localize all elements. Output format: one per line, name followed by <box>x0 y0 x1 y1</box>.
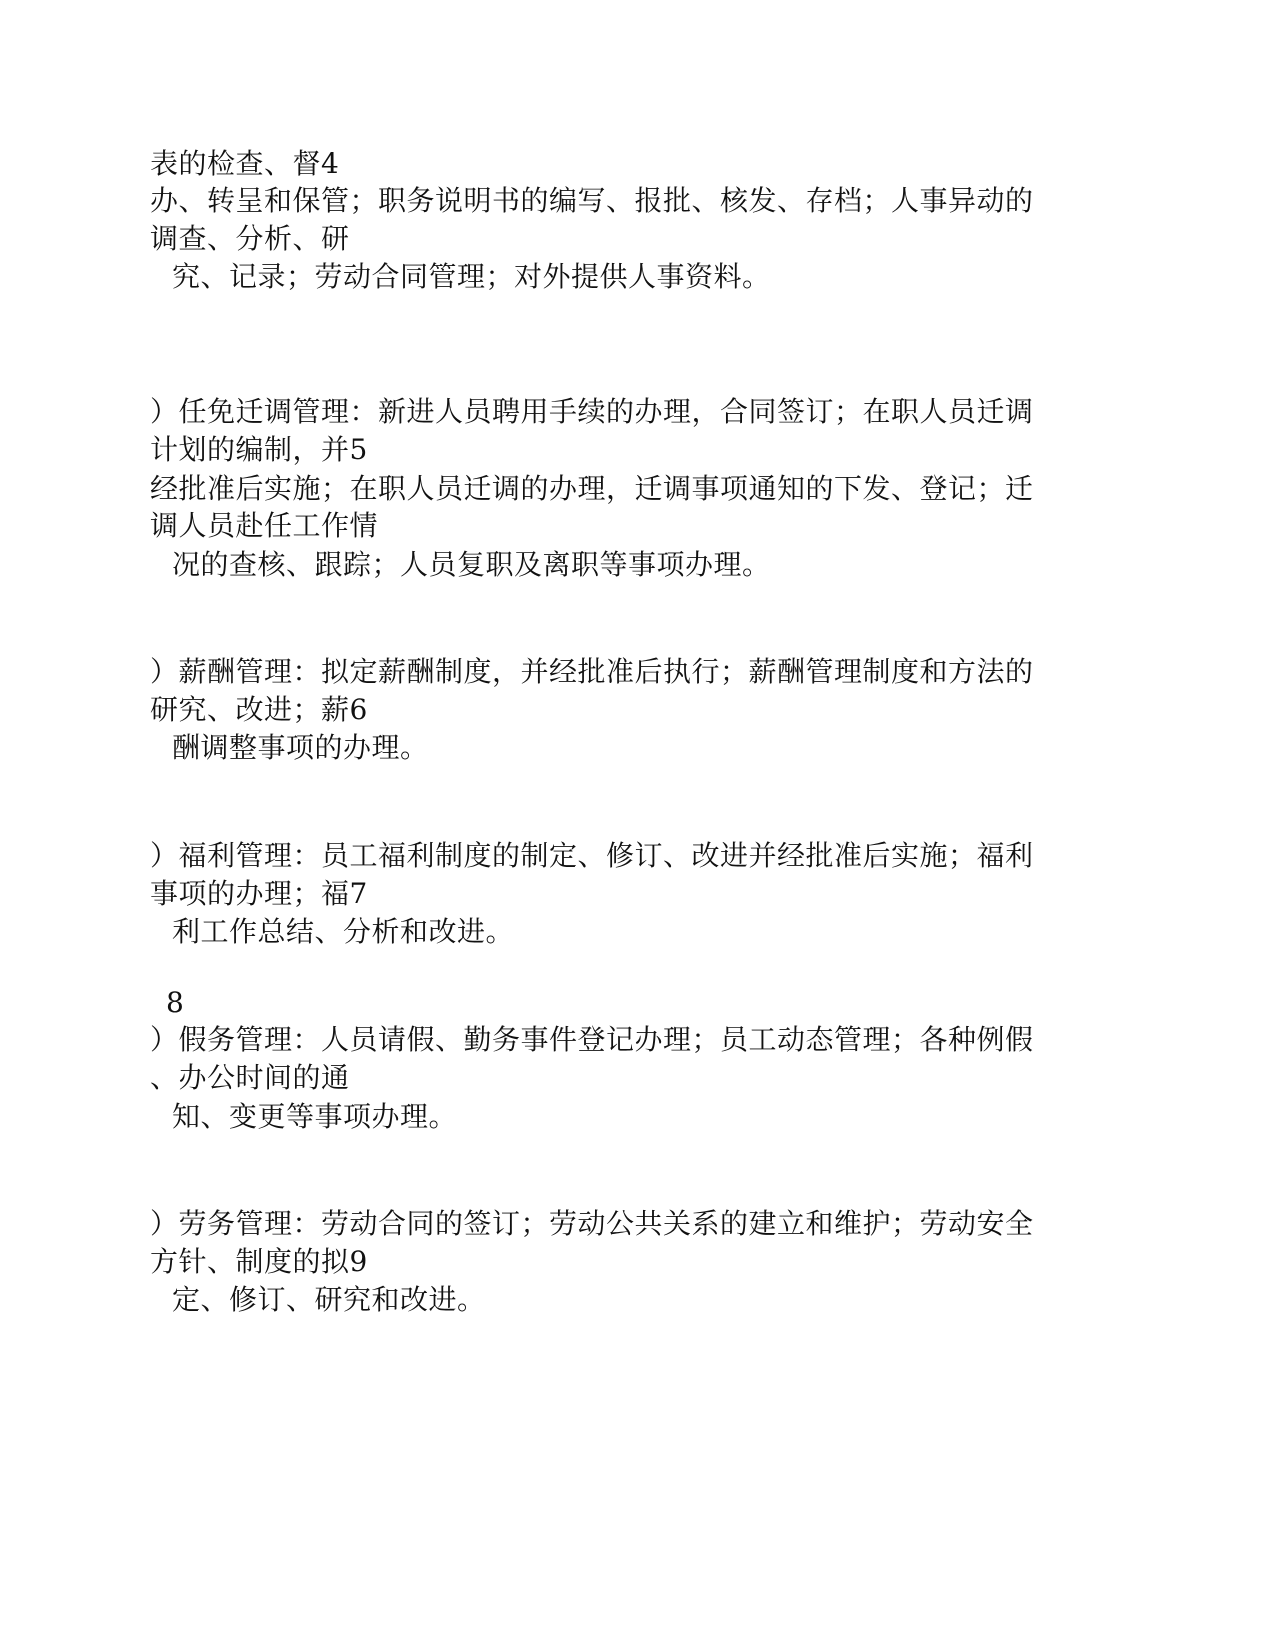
text-line: 知、变更等事项办理。 <box>172 1100 458 1133</box>
text-line: 表的检查、督4 <box>150 147 340 180</box>
text-line: 研究、改进；薪6 <box>150 693 368 726</box>
text-line: ）福利管理：员工福利制度的制定、修订、改进并经批准后实施；福利 <box>150 839 1034 872</box>
text-line: 、办公时间的通 <box>150 1061 350 1094</box>
text-line: ）薪酬管理：拟定薪酬制度，并经批准后执行；薪酬管理制度和方法的 <box>150 655 1034 688</box>
text-line: 调查、分析、研 <box>150 222 350 255</box>
text-line: 方针、制度的拟9 <box>150 1245 368 1278</box>
text-line: 定、修订、研究和改进。 <box>172 1283 486 1316</box>
text-line: 况的查核、跟踪；人员复职及离职等事项办理。 <box>172 548 771 581</box>
text-line: 8 <box>166 986 185 1019</box>
text-line: ）任免迁调管理：新进人员聘用手续的办理，合同签订；在职人员迁调 <box>150 395 1034 428</box>
text-line: 事项的办理；福7 <box>150 877 368 910</box>
text-line: 酬调整事项的办理。 <box>172 731 429 764</box>
text-line: ）假务管理：人员请假、勤务事件登记办理；员工动态管理；各种例假 <box>150 1023 1034 1056</box>
text-line: ）劳务管理：劳动合同的签订；劳动公共关系的建立和维护；劳动安全 <box>150 1207 1034 1240</box>
text-line: 计划的编制，并5 <box>150 433 368 466</box>
text-line: 利工作总结、分析和改进。 <box>172 915 515 948</box>
text-line: 经批准后实施；在职人员迁调的办理，迁调事项通知的下发、登记；迁 <box>150 472 1034 505</box>
text-line: 究、记录；劳动合同管理；对外提供人事资料。 <box>172 260 771 293</box>
text-line: 调人员赴任工作情 <box>150 509 379 542</box>
text-line: 办、转呈和保管；职务说明书的编写、报批、核发、存档；人事异动的 <box>150 184 1034 217</box>
